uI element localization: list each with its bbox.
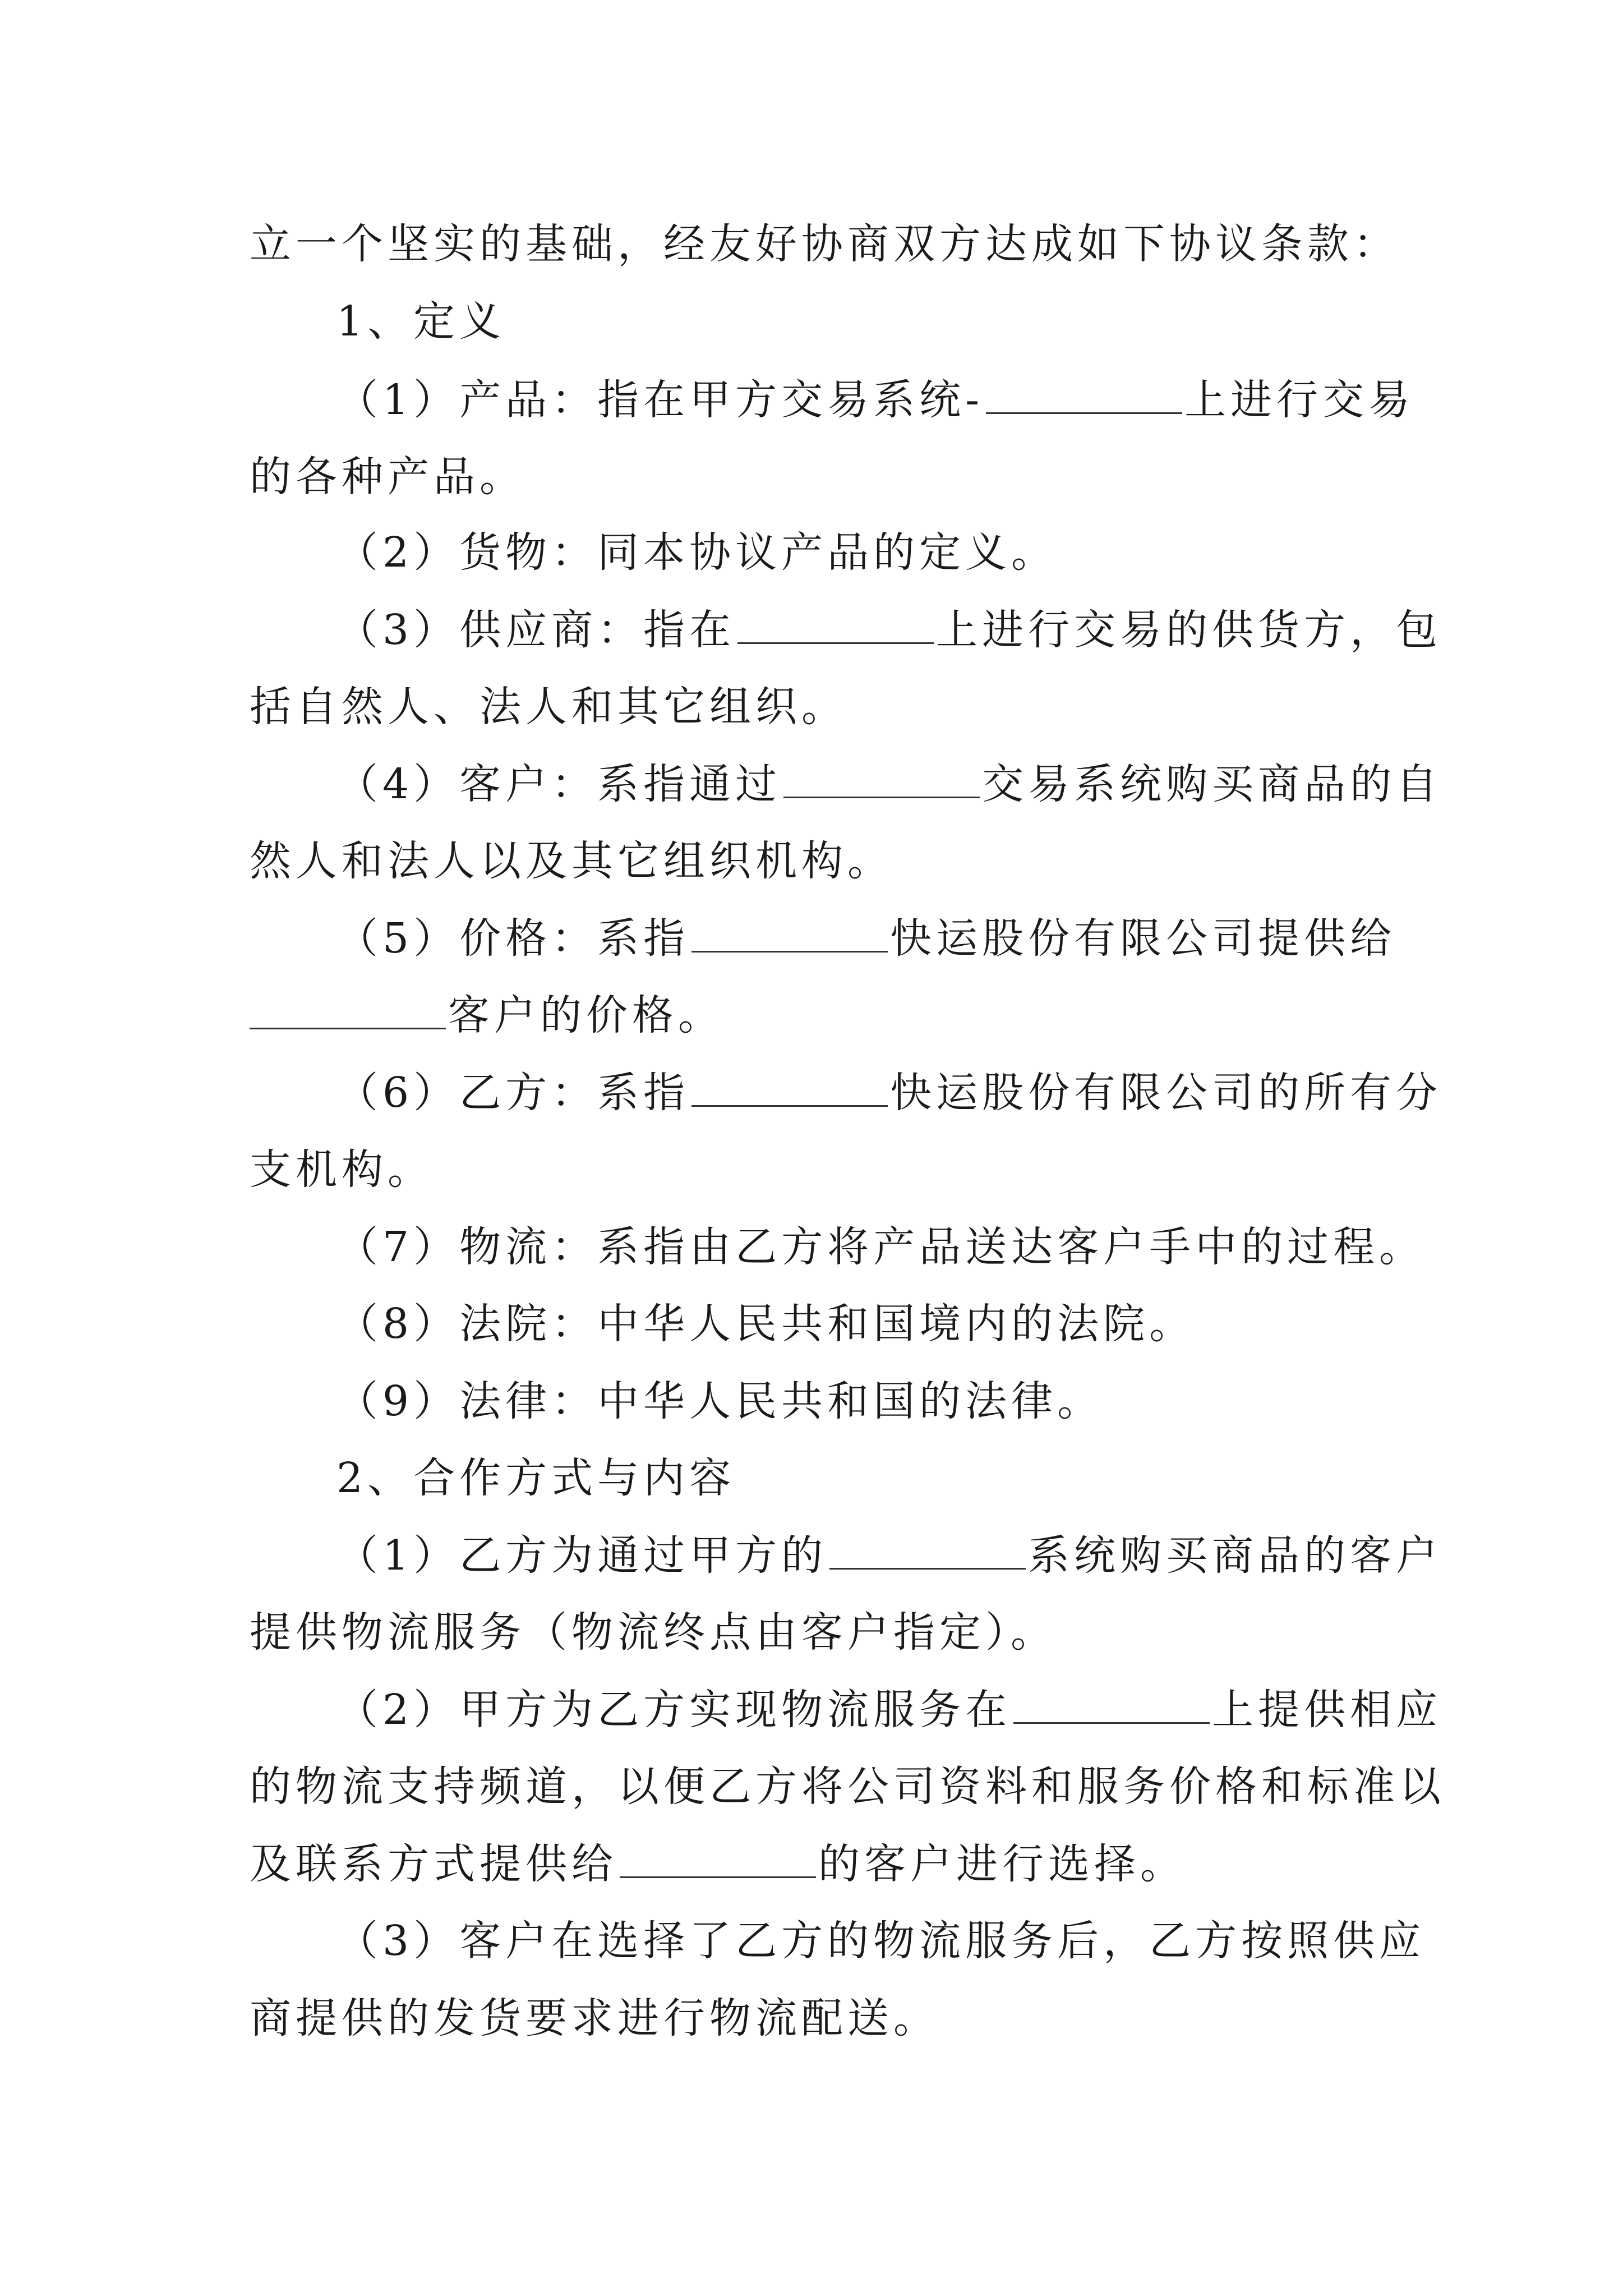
definition-item bbox=[336, 756, 1442, 812]
paragraph-line bbox=[250, 216, 1399, 272]
definition-item bbox=[336, 1373, 1103, 1429]
cooperation-item bbox=[336, 1913, 1425, 1969]
line-text: 客户的价格。 bbox=[448, 991, 724, 1039]
line-text: 括自然人、法人和其它组织。 bbox=[250, 683, 847, 731]
line-text: 支机构。 bbox=[250, 1145, 434, 1194]
fill-in-blank bbox=[829, 1533, 1026, 1570]
section-heading-cooperation bbox=[336, 1450, 735, 1506]
definition-item bbox=[336, 910, 1396, 967]
definition-item bbox=[336, 372, 1414, 428]
line-text: 交易系统购买商品的自 bbox=[982, 760, 1442, 808]
line-text: （3）客户在选择了乙方的物流服务后，乙方按照供应 bbox=[336, 1917, 1426, 1965]
line-text: 提供物流服务（物流终点由客户指定）。 bbox=[250, 1608, 1057, 1657]
paragraph-line bbox=[250, 1836, 1186, 1892]
line-text: （1）乙方为通过甲方的 bbox=[336, 1531, 828, 1580]
paragraph-line bbox=[250, 1990, 939, 2046]
line-text: 上进行交易 bbox=[1184, 376, 1415, 424]
fill-in-blank bbox=[1013, 1687, 1210, 1724]
line-text: 商提供的发货要求进行物流配送。 bbox=[250, 1994, 939, 2042]
heading-text: 2、合作方式与内容 bbox=[336, 1454, 736, 1502]
fill-in-blank bbox=[250, 993, 446, 1029]
definition-item bbox=[336, 602, 1442, 658]
line-text: 快运股份有限公司的所有分 bbox=[890, 1069, 1442, 1117]
line-text: （7）物流：系指由乙方将产品送达客户手中的过程。 bbox=[336, 1223, 1426, 1271]
paragraph-line bbox=[250, 679, 847, 735]
line-text: 系统购买商品的客户 bbox=[1028, 1531, 1442, 1580]
line-text: 上提供相应 bbox=[1212, 1686, 1442, 1734]
line-text: 然人和法人以及其它组织机构。 bbox=[250, 837, 893, 885]
line-text: （9）法律：中华人民共和国的法律。 bbox=[336, 1377, 1104, 1425]
cooperation-item bbox=[336, 1527, 1442, 1584]
line-text: 立一个坚实的基础，经友好协商双方达成如下协议条款： bbox=[250, 220, 1399, 268]
paragraph-line bbox=[250, 449, 525, 505]
cooperation-item bbox=[336, 1682, 1442, 1738]
definition-item bbox=[336, 524, 1057, 581]
fill-in-blank bbox=[620, 1842, 816, 1878]
line-text: （6）乙方：系指 bbox=[336, 1069, 690, 1117]
paragraph-line bbox=[250, 1142, 434, 1198]
line-text: （5）价格：系指 bbox=[336, 914, 690, 963]
line-text: （1）产品：指在甲方交易系统- bbox=[336, 376, 984, 424]
line-text: 上进行交易的供货方，包 bbox=[936, 606, 1442, 654]
definition-item bbox=[336, 1296, 1195, 1352]
paragraph-line bbox=[250, 1604, 1057, 1660]
fill-in-blank bbox=[737, 608, 934, 644]
line-text: 及联系方式提供给 bbox=[250, 1840, 617, 1888]
line-text: 快运股份有限公司提供给 bbox=[890, 914, 1396, 963]
fill-in-blank bbox=[783, 762, 980, 798]
definition-item bbox=[336, 1219, 1425, 1275]
paragraph-line bbox=[250, 833, 893, 889]
definition-item bbox=[336, 1065, 1442, 1121]
heading-text: 1、定义 bbox=[336, 297, 506, 346]
paragraph-line bbox=[250, 987, 724, 1043]
line-text: （8）法院：中华人民共和国境内的法院。 bbox=[336, 1300, 1196, 1348]
fill-in-blank bbox=[986, 378, 1182, 414]
paragraph-line bbox=[250, 1759, 1445, 1815]
line-text: （3）供应商：指在 bbox=[336, 606, 736, 654]
line-text: （2）甲方为乙方实现物流服务在 bbox=[336, 1686, 1012, 1734]
line-text: （4）客户：系指通过 bbox=[336, 760, 782, 808]
section-heading-definitions bbox=[336, 293, 505, 349]
line-text: （2）货物：同本协议产品的定义。 bbox=[336, 528, 1058, 577]
line-text: 的各种产品。 bbox=[250, 453, 525, 501]
line-text: 的客户进行选择。 bbox=[818, 1840, 1186, 1888]
line-text: 的物流支持频道，以便乙方将公司资料和服务价格和标准以 bbox=[250, 1763, 1445, 1811]
fill-in-blank bbox=[691, 1070, 888, 1107]
fill-in-blank bbox=[691, 916, 888, 953]
